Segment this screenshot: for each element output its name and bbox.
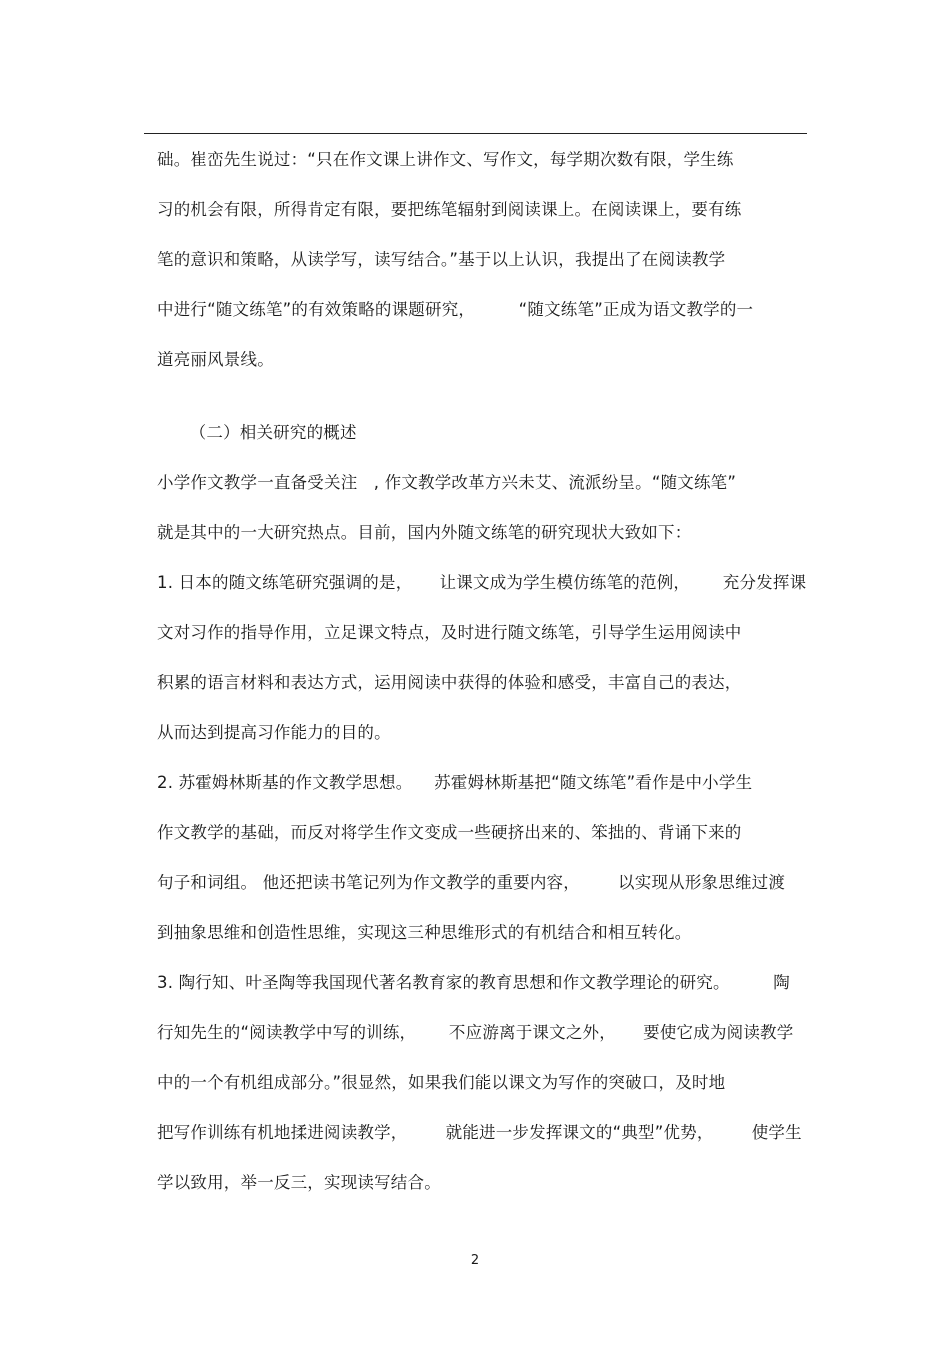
text-line: 积累的语言材料和表达方式，运用阅读中获得的体验和感受，丰富自己的表达， <box>157 673 742 692</box>
text-line: 行知先生的“阅读教学中写的训练， 不应游离于课文之外， 要使它成为阅读教学 <box>157 1023 794 1042</box>
text-line: 道亮丽风景线。 <box>157 350 274 369</box>
text-line: 础。崔峦先生说过：“只在作文课上讲作文、写作文，每学期次数有限，学生练 <box>157 150 734 169</box>
text-line: 小学作文教学一直备受关注 , 作文教学改革方兴未艾、流派纷呈。“随文练笔” <box>157 473 737 492</box>
text-line: 学以致用，举一反三，实现读写结合。 <box>157 1173 441 1192</box>
text-line: 句子和词组。 他还把读书笔记列为作文教学的重要内容， 以实现从形象思维过渡 <box>157 873 786 892</box>
list-item-3: 3. 陶行知、叶圣陶等我国现代著名教育家的教育思想和作文教学理论的研究。 陶 <box>157 973 790 992</box>
section-heading: （二）相关研究的概述 <box>157 423 357 442</box>
text-line: 文对习作的指导作用，立足课文特点，及时进行随文练笔，引导学生运用阅读中 <box>157 623 742 642</box>
list-item-1: 1. 日本的随文练笔研究强调的是， 让课文成为学生模仿练笔的范例， 充分发挥课 <box>157 573 807 592</box>
text-line: 笔的意识和策略，从读学写，读写结合。”基于以上认识，我提出了在阅读教学 <box>157 250 726 269</box>
text-line: 就是其中的一大研究热点。目前，国内外随文练笔的研究现状大致如下： <box>157 523 692 542</box>
text-line: 中的一个有机组成部分。”很显然，如果我们能以课文为写作的突破口，及时地 <box>157 1073 726 1092</box>
text-line: 中进行“随文练笔”的有效策略的课题研究， “随文练笔”正成为语文教学的一 <box>157 300 754 319</box>
text-line: 到抽象思维和创造性思维，实现这三种思维形式的有机结合和相互转化。 <box>157 923 692 942</box>
text-line: 把写作训练有机地揉进阅读教学， 就能进一步发挥课文的“典型”优势， 使学生 <box>157 1123 802 1142</box>
text-line: 从而达到提高习作能力的目的。 <box>157 723 391 742</box>
header-rule <box>144 133 807 134</box>
list-item-2: 2. 苏霍姆林斯基的作文教学思想。 苏霍姆林斯基把“随文练笔”看作是中小学生 <box>157 773 753 792</box>
page-number: 2 <box>470 1253 480 1268</box>
text-line: 作文教学的基础，而反对将学生作文变成一些硬挤出来的、笨拙的、背诵下来的 <box>157 823 742 842</box>
text-line: 习的机会有限，所得肯定有限，要把练笔辐射到阅读课上。在阅读课上，要有练 <box>157 200 742 219</box>
